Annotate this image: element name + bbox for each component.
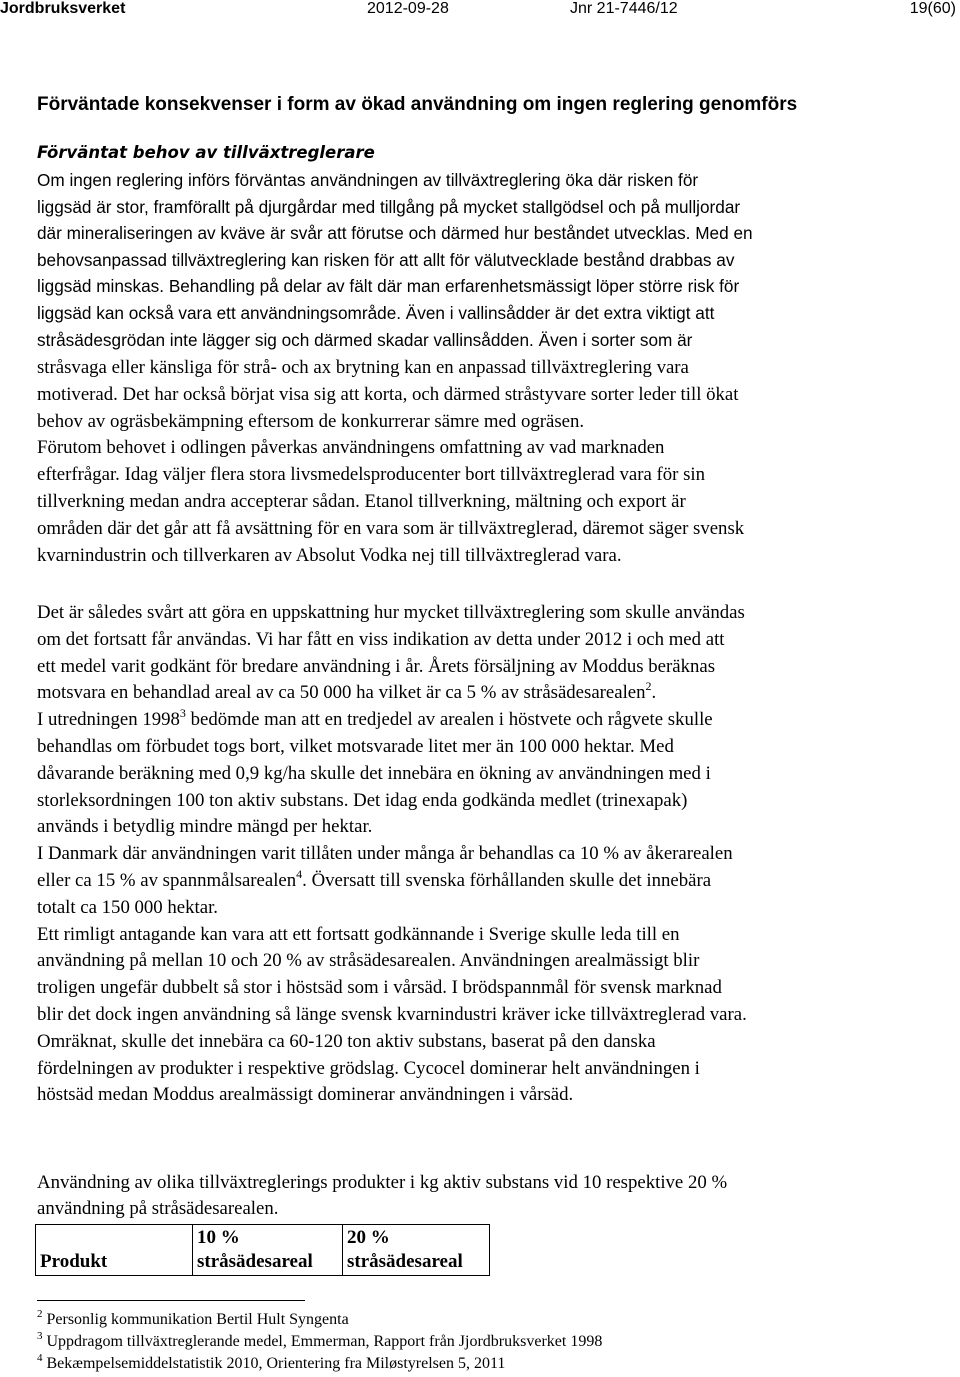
paragraph-expected-need-sans	[37, 167, 917, 353]
footnote-ref-2: 2	[645, 679, 652, 694]
table-header-product	[36, 1225, 193, 1276]
header-label: Produkt	[40, 1251, 108, 1272]
text-line: tillverkning medan andra accepterar sådan. Etanol tillverkning, mältning och export är	[37, 490, 686, 512]
text-line: storleksordningen 100 ton aktiv substans. Det idag enda godkända medlet (trinexapak)	[37, 789, 688, 811]
footnote	[37, 1331, 602, 1353]
text-line: behov av ogräsbekämpning eftersom de konkurrerar sämre med ogräsen.	[37, 410, 585, 432]
text-line: liggsäd kan också vara ett användningsområde. Även i vallinsådder är det extra viktigt att	[37, 302, 715, 323]
main-heading: Förväntade konsekvenser i form av ökad användning om ingen reglering genomförs	[37, 94, 798, 115]
text-fragment: . Översatt till svenska förhållanden skulle det innebära	[302, 869, 712, 891]
footnote-divider	[37, 1300, 305, 1301]
text-line: Förutom behovet i odlingen påverkas användningens omfattning av vad marknaden	[37, 437, 665, 459]
text-line: behovsanpassad tillväxtreglering kan risken för att allt för välutvecklade bestånd drabbas av	[37, 249, 735, 270]
text-fragment: bedömde man att en tredjedel av arealen i höstvete och rågvete skulle	[185, 709, 713, 731]
table-header-20-percent	[343, 1225, 490, 1276]
footnote	[37, 1309, 602, 1331]
text-line: användning på stråsädesarealen.	[37, 1198, 279, 1219]
footnote	[37, 1353, 602, 1375]
text-line: användning på mellan 10 och 20 % av stråsädesarealen. Användningen arealmässigt blir	[37, 950, 700, 972]
page-header	[0, 0, 960, 24]
text-line: Det är således svårt att göra en uppskattning hur mycket tillväxtreglering som skulle användas	[37, 602, 745, 623]
table-caption	[37, 1170, 917, 1222]
text-line: liggsäd minskas. Behandling på delar av fält där man erfarenhetsmässigt löper större risk för	[37, 276, 740, 297]
text-line: totalt ca 150 000 hektar.	[37, 896, 218, 918]
text-line: kvarnindustrin och tillverkaren av Absolut Vodka nej till tillväxtreglerad vara.	[37, 544, 622, 566]
text-line: om det fortsatt får användas. Vi har fått en viss indikation av detta under 2012 i och med att	[37, 628, 725, 650]
text-line: där mineraliseringen av kväve är svår att förutse och därmed hur beståndet utvecklas. Med en	[37, 223, 753, 244]
text-line	[37, 680, 917, 707]
text-line: används i betydlig mindre mängd per hektar.	[37, 816, 373, 838]
text-line: Om ingen reglering införs förväntas användningen av tillväxtreglering öka där risken för	[37, 170, 699, 190]
table-header-row	[36, 1225, 490, 1276]
product-usage-table	[35, 1224, 490, 1276]
text-line: behandlas om förbudet togs bort, vilket motsvarade litet mer än 100 000 hektar. Med	[37, 735, 674, 757]
footnote-ref-3: 3	[179, 706, 186, 721]
paragraph-usage-estimate	[37, 600, 917, 1109]
text-line: efterfrågar. Idag väljer flera stora livsmedelsproducenter bort tillväxtreglerad vara för sin	[37, 464, 705, 486]
footnote-text: Bekæmpelsemiddelstatistik 2010, Orientering fra Miløstyrelsen 5, 2011	[42, 1355, 506, 1372]
text-line: ett medel varit godkänt för bredare användning i år. Årets försäljning av Moddus beräknas	[37, 655, 716, 677]
text-line	[37, 707, 917, 734]
text-line: fördelningen av produkter i respektive grödslag. Cycocel dominerar helt användningen i	[37, 1057, 700, 1079]
footnote-number: 3	[37, 1330, 43, 1342]
footnote-ref-4: 4	[296, 866, 303, 881]
text-line: I Danmark där användningen varit tillåten under många år behandlas ca 10 % av åkerarealen	[37, 843, 733, 865]
footnote-text: Personlig kommunikation Bertil Hult Syngenta	[42, 1311, 349, 1328]
header-label: stråsädesareal	[347, 1251, 463, 1272]
text-line: Omräknat, skulle det innebära ca 60-120 ton aktiv substans, baserat på den danska	[37, 1030, 656, 1052]
header-organization: Jordbruksverket	[0, 0, 126, 17]
header-label: 20 %	[347, 1227, 390, 1248]
sub-heading: Förväntat behov av tillväxtreglerare	[37, 143, 375, 162]
header-label: 10 %	[197, 1227, 240, 1248]
text-line: dåvarande beräkning med 0,9 kg/ha skulle det innebära en ökning av användningen med i	[37, 762, 711, 784]
text-line: Användning av olika tillväxtreglerings produkter i kg aktiv substans vid 10 respektive 20 %	[37, 1172, 728, 1193]
table-header-10-percent	[193, 1225, 343, 1276]
text-line: troligen ungefär dubbelt så stor i höstsäd som i vårsäd. I brödspannmål för svensk marknad	[37, 977, 722, 999]
text-line: höstsäd medan Moddus arealmässigt dominerar användningen i vårsäd.	[37, 1084, 574, 1106]
text-line	[37, 868, 917, 895]
footnote-number: 4	[37, 1352, 43, 1364]
footnote-number: 2	[37, 1308, 43, 1320]
text-line: Ett rimligt antagande kan vara att ett fortsatt godkännande i Sverige skulle leda till en	[37, 923, 680, 945]
header-reference: Jnr 21-7446/12	[570, 0, 678, 17]
footnote-text: Uppdragom tillväxtreglerande medel, Emmerman, Rapport från Jjordbruksverket 1998	[42, 1333, 603, 1350]
header-date: 2012-09-28	[367, 0, 449, 17]
text-line: liggsäd är stor, framförallt på djurgårdar med tillgång på mycket stallgödsel och på mulljordar	[37, 196, 741, 217]
footnotes	[37, 1309, 602, 1375]
text-line: områden där det går att få avsättning för en vara som är tillväxtreglerad, däremot säger svensk	[37, 517, 745, 539]
text-line: stråsädesgrödan inte lägger sig och därmed skadar vallinsådden. Även i sorter som är	[37, 329, 693, 350]
paragraph-expected-need-serif	[37, 355, 917, 569]
text-line: motiverad. Det har också börjat visa sig att korta, och därmed stråstyvare sorter leder till ökat	[37, 383, 739, 405]
header-label: stråsädesareal	[197, 1251, 313, 1272]
text-fragment: I utredningen 1998	[37, 709, 180, 731]
text-line: stråsvaga eller känsliga för strå- och ax brytning kan en anpassad tillväxtreglering vara	[37, 357, 689, 378]
text-fragment: motsvara en behandlad areal av ca 50 000 ha vilket är ca 5 % av stråsädesarealen	[37, 682, 646, 704]
text-fragment: .	[651, 682, 657, 704]
text-fragment: eller ca 15 % av spannmålsarealen	[37, 869, 297, 891]
text-line: blir det dock ingen användning så länge svensk kvarnindustri kräver icke tillväxtreglerad vara.	[37, 1003, 747, 1025]
header-page-number: 19(60)	[909, 0, 956, 17]
